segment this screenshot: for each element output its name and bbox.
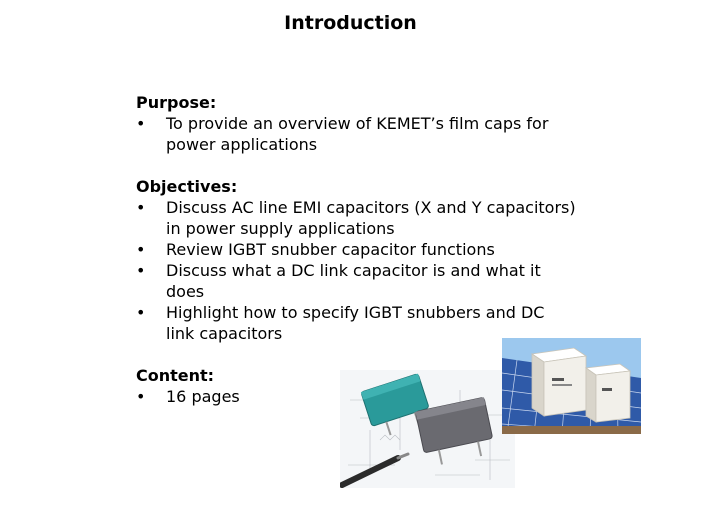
content-heading: Content: (136, 366, 215, 385)
bullet-icon: • (136, 261, 146, 280)
list-item (136, 197, 576, 239)
list-item (136, 260, 576, 302)
purpose-heading: Purpose: (136, 93, 217, 112)
bullet-icon: • (136, 303, 146, 322)
schematic-capacitors-image (340, 370, 515, 488)
bullet-icon: • (136, 240, 146, 259)
list-item (136, 113, 576, 155)
bullet-icon: • (136, 114, 146, 133)
objectives-heading: Objectives: (136, 177, 238, 196)
purpose-section (136, 92, 576, 155)
bullet-text: Highlight how to specify IGBT snubbers and DC link capacitors (166, 303, 545, 343)
bullet-text: 16 pages (166, 387, 240, 406)
objectives-list (136, 197, 576, 344)
bullet-text: To provide an overview of KEMET’s film caps for power applications (166, 114, 549, 154)
objectives-section (136, 176, 576, 344)
bullet-icon: • (136, 387, 146, 406)
solar-capacitors-image (502, 338, 641, 434)
purpose-list (136, 113, 576, 155)
bullet-text: Discuss what a DC link capacitor is and what it does (166, 261, 541, 301)
slide-title: Introduction (284, 12, 417, 34)
bullet-text: Review IGBT snubber capacitor functions (166, 240, 495, 259)
bullet-icon: • (136, 198, 146, 217)
list-item (136, 239, 576, 260)
bullet-text: Discuss AC line EMI capacitors (X and Y capacitors) in power supply applications (166, 198, 576, 238)
